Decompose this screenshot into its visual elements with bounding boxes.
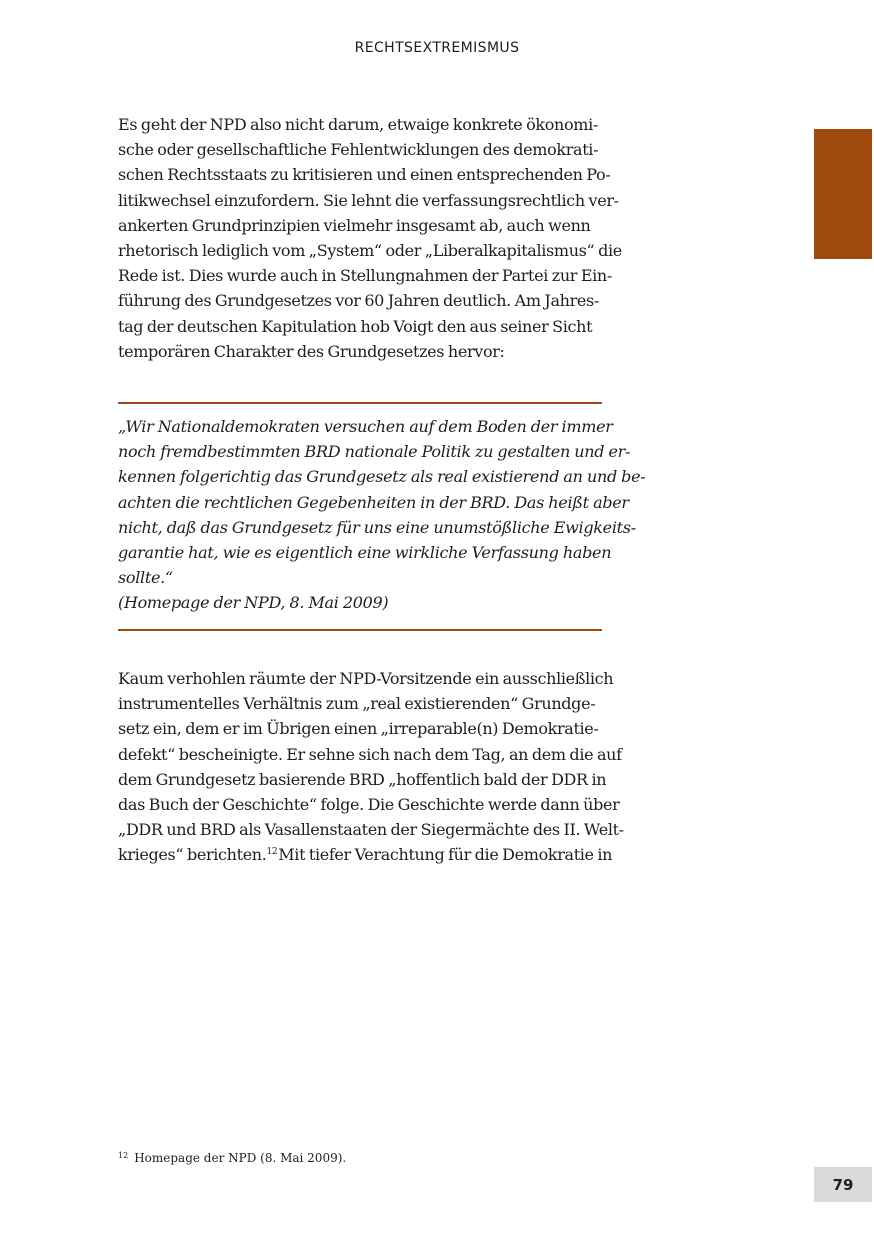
body-paragraph-1 [118,112,622,364]
page-number-text: 79 [832,1175,854,1194]
text-line: Rede ist. Dies wurde auch in Stellungnahmen der Partei zur Ein- [118,266,612,286]
text-line: führung des Grundgesetzes vor 60 Jahren deutlich. Am Jahres- [118,291,599,311]
quote-source: (Homepage der NPD, 8. Mai 2009) [118,593,389,613]
text-line: setz ein, dem er im Übrigen einen „irreparable(n) Demokratie- [118,719,599,739]
text-line: „DDR und BRD als Vasallenstaaten der Siegermächte des II. Welt- [118,820,624,840]
quote-line: nicht, daß das Grundgesetz für uns eine unumstößliche Ewigkeits- [118,517,636,537]
footnote-number: 12 [118,1151,129,1160]
page-number [814,1167,872,1202]
text-line: litikwechsel einzufordern. Sie lehnt die verfassungsrechtlich ver- [118,190,619,210]
text-line: dem Grundgesetz basierende BRD „hoffentlich bald der DDR in [118,769,607,789]
body-paragraph-2 [118,666,624,868]
text-line: temporären Charakter des Grundgesetzes hervor: [118,341,505,361]
quote-line: noch fremdbestimmten BRD nationale Politik zu gestalten und er- [118,442,631,462]
running-head: RECHTSEXTREMISMUS [354,40,520,56]
text-line: Kaum verhohlen räumte der NPD-Vorsitzende ein ausschließlich [118,669,614,688]
footnote [118,1151,346,1165]
quote-line: garantie hat, wie es eigentlich eine wirkliche Verfassung haben [118,542,612,562]
text-fragment: krieges“ berichten. [118,845,267,865]
text-fragment: Mit tiefer Verachtung für die Demokratie in [278,845,613,865]
text-line: Es geht der NPD also nicht darum, etwaige konkrete ökonomi- [118,115,598,134]
text-line-start [118,842,278,867]
text-line: schen Rechtsstaats zu kritisieren und einen entsprechenden Po- [118,165,611,185]
chapter-tab [814,129,872,259]
quote-rule-bottom [118,629,602,631]
text-line: sche oder gesellschaftliche Fehlentwicklungen des demokrati- [118,140,599,160]
text-line: ankerten Grundprinzipien vielmehr insgesamt ab, auch wenn [118,215,591,235]
text-line: instrumentelles Verhältnis zum „real existierenden“ Grundge- [118,694,596,714]
quote-line: kennen folgerichtig das Grundgesetz als real existierend an und be- [118,467,646,487]
quote-line: „Wir Nationaldemokraten versuchen auf dem Boden der immer [118,417,613,436]
text-line: das Buch der Geschichte“ folge. Die Geschichte werde dann über [118,794,620,814]
quote-rule-top [118,402,602,404]
footnote-text: Homepage der NPD (8. Mai 2009). [134,1151,347,1165]
text-line: tag der deutschen Kapitulation hob Voigt den aus seiner Sicht [118,316,593,336]
quote-line: sollte.“ [118,568,173,588]
block-quote [118,414,646,616]
text-line [118,842,613,867]
text-line: defekt“ bescheinigte. Er sehne sich nach dem Tag, an dem die auf [118,744,622,764]
footnote-reference[interactable]: 12 [266,847,278,858]
text-line: rhetorisch lediglich vom „System“ oder „Liberalkapitalismus“ die [118,240,622,260]
quote-line: achten die rechtlichen Gegebenheiten in der BRD. Das heißt aber [118,492,629,512]
